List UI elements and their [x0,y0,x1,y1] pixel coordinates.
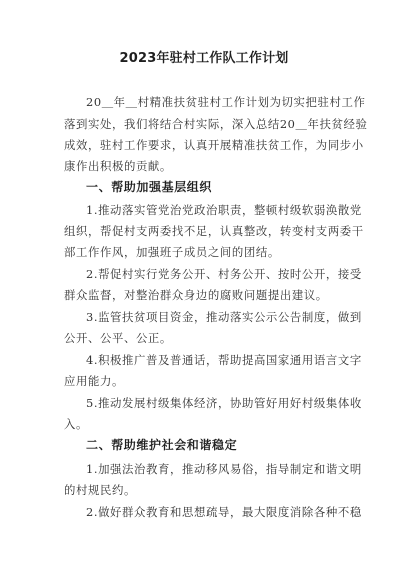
paragraph-line: 4.积极推广普及普通话，帮助提高国家通用语言文字 [86,353,362,367]
paragraph-line: 2.帮促村实行党务公开、村务公开、按时公开，接受 [86,267,362,281]
paragraph-line: 5.推动发展村级集体经济，协助管好用好村级集体收 [86,396,362,410]
document-title: 2023年驻村工作队工作计划 [119,51,289,66]
paragraph-line: 入。 [64,417,88,431]
intro-line: 成效，驻村工作要求，认真开展精准扶贫工作，为同步小 [64,138,364,152]
paragraph-line: 应用能力。 [64,374,124,388]
paragraph-line: 1.推动落实管党治党政治职责，整顿村级软弱涣散党 [86,203,362,217]
intro-line: 落到实处，我们将结合村实际，深入总结20＿年扶贫经验 [64,117,368,131]
paragraph-line: 群众监督，对整治群众身边的腐败问题提出建议。 [64,288,328,302]
intro-line: 康作出积极的贡献。 [64,159,172,173]
intro-line: 20＿年＿村精准扶贫驻村工作计划为切实把驻村工作 [86,95,366,109]
paragraph-line: 3.监管扶贫项目资金，推动落实公示公告制度，做到 [86,310,362,324]
section-heading: 一、帮助加强基层组织 [86,180,213,194]
paragraph-line: 组织，帮促村支两委找不足，认真整改，转变村支两委干 [64,224,364,238]
paragraph-line: 2.做好群众教育和思想疏导，最大限度消除各种不稳 [86,505,362,519]
paragraph-line: 1.加强法治教育，推动移风易俗，指导制定和谐文明 [86,462,362,476]
section-heading: 二、帮助维护社会和谐稳定 [86,438,238,452]
paragraph-line: 部工作作风，加强班子成员之间的团结。 [64,245,280,259]
paragraph-line: 的村规民约。 [64,483,136,497]
paragraph-line: 公开、公平、公正。 [64,331,172,345]
